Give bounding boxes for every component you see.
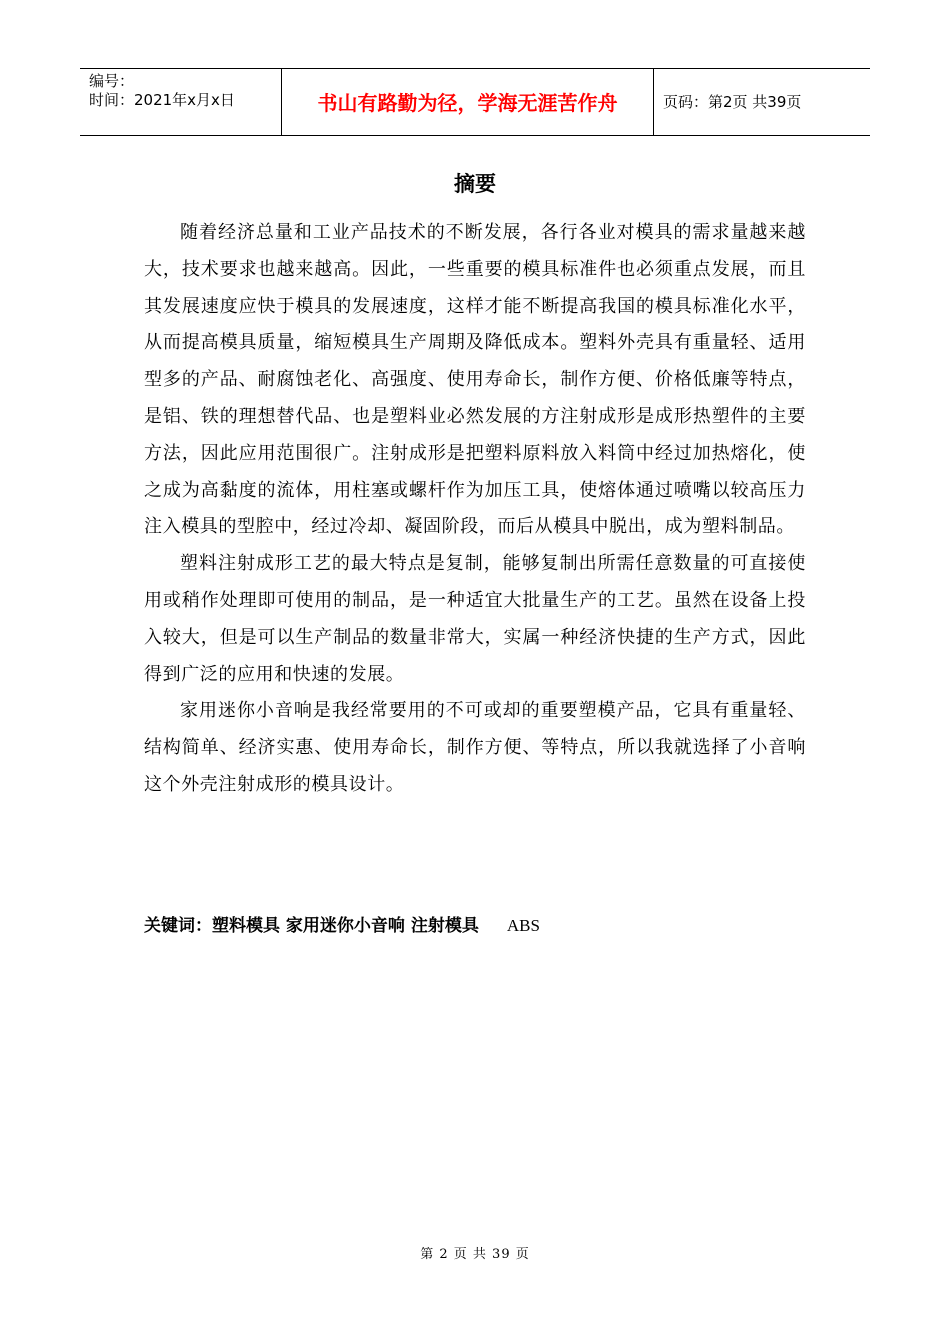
page-code: 页码：第2页 共39页 (663, 93, 802, 111)
abstract-paragraph-1: 随着经济总量和工业产品技术的不断发展，各行各业对模具的需求量越来越大，技术要求也越来越高。因此，一些重要的模具标准件也必须重点发展，而且其发展速度应快于模具的发展速度，这样才能不断提高我国的模具标准化水平，从而提高模具质量，缩短模具生产周期及降低成本。塑料外壳具有重量轻、适用型多的产品、耐腐蚀老化、高强度、使用寿命长，制作方便、价格低廉等特点，是铝、铁的理想替代品、也是塑料业必然发展的方注射成形是成形热塑件的主要方法，因此应用范围很广。注射成形是把塑料原料放入料筒中经过加热熔化，使之成为高黏度的流体，用柱塞或螺杆作为加压工具，使熔体通过喷嘴以较高压力注入模具的型腔中，经过冷却、凝固阶段，而后从模具中脱出，成为塑料制品。 (144, 222, 806, 538)
page-footer: 第 2 页 共 39 页 (420, 1247, 530, 1262)
header-info-cell (80, 69, 281, 135)
abstract-body (144, 215, 806, 804)
keywords-line (144, 912, 540, 940)
number-label: 编号： (89, 72, 135, 90)
abstract-paragraph-3: 家用迷你小音响是我经常要用的不可或却的重要塑模产品，它具有重量轻、结构简单、经济实惠、使用寿命长，制作方便、等特点，所以我就选择了小音响这个外壳注射成形的模具设计。 (144, 700, 806, 795)
header-motto-cell (281, 69, 654, 135)
abstract-paragraph-2: 塑料注射成形工艺的最大特点是复制，能够复制出所需任意数量的可直接使用或稍作处理即可使用的制品，是一种适宜大批量生产的工艺。虽然在设备上投入较大，但是可以生产制品的数量非常大，实属一种经济快捷的生产方式，因此得到广泛的应用和快速的发展。 (144, 553, 806, 685)
time-label: 时间：2021年x月x日 (89, 91, 235, 109)
motto-text: 书山有路勤为径，学海无涯苦作舟 (317, 91, 618, 115)
keywords-text: 关键词：塑料模具 家用迷你小音响 注射模具 (144, 916, 479, 936)
document-header (80, 68, 870, 136)
header-page-cell (654, 69, 870, 135)
page-title: 摘要 (454, 172, 496, 196)
keywords-abs: ABS (506, 916, 540, 935)
